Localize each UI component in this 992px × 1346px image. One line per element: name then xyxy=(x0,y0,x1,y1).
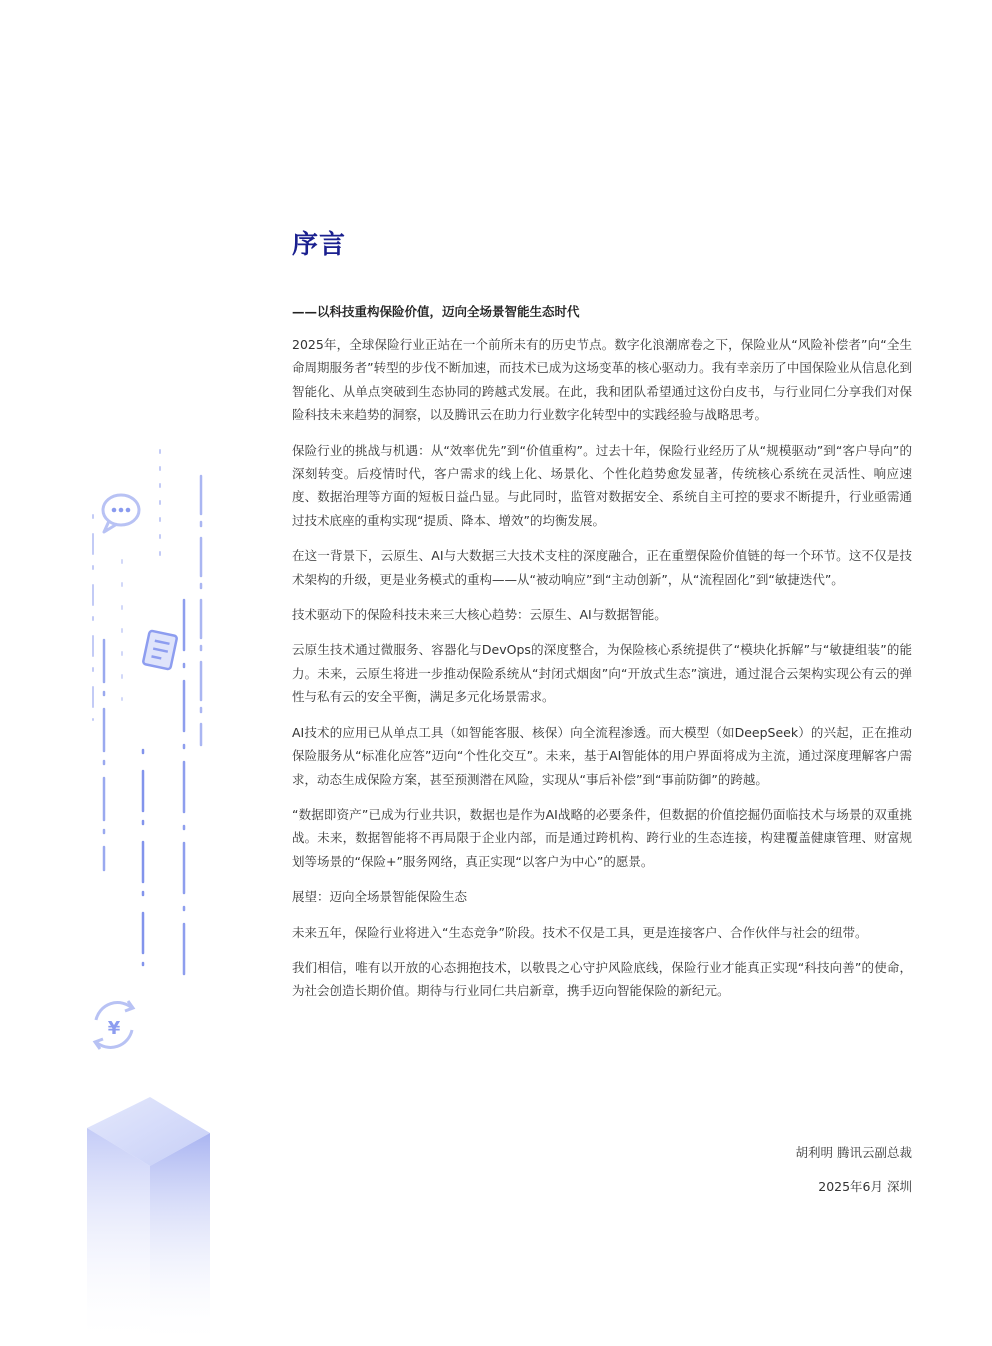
paragraph: “数据即资产”已成为行业共识，数据也是作为AI战略的必要条件，但数据的价值挖掘仍面临技术与场景的双重挑战。未来，数据智能将不再局限于企业内部，而是通过跨机构、跨行业的生态连接，构建覆盖健康管理、财富规划等场景的“保险+”服务网络，真正实现“以客户为中心”的愿景。 xyxy=(292,806,912,869)
paragraph: 我们相信，唯有以开放的心态拥抱技术，以敬畏之心守护风险底线，保险行业才能真正实现“科技向善”的使命，为社会创造长期价值。期待与行业同仁共启新章，携手迈向智能保险的新纪元。 xyxy=(292,959,912,999)
signature-name: 胡利明 腾讯云副总裁 xyxy=(795,1145,912,1160)
paragraph: 在这一背景下，云原生、AI与大数据三大技术支柱的深度融合，正在重塑保险价值链的每一个环节。这不仅是技术架构的升级，更是业务模式的重构——从“被动响应”到“主动创新”，从“流程固化”到“敏捷迭代”。 xyxy=(292,548,912,587)
body-text xyxy=(292,333,912,1015)
signature-date: 2025年6月 深圳 xyxy=(818,1179,912,1194)
page-title: 序言 xyxy=(292,230,347,260)
paragraph: 技术驱动下的保险科技未来三大核心趋势：云原生、AI与数据智能。 xyxy=(292,607,667,623)
id-card-icon xyxy=(143,630,177,669)
paragraph: 未来五年，保险行业将进入“生态竞争”阶段。技术不仅是工具，更是连接客户、合作伙伴与社会的纽带。 xyxy=(292,924,868,940)
paragraph: 保险行业的挑战与机遇：从“效率优先”到“价值重构”。过去十年，保险行业经历了从“规模驱动”到“客户导向”的深刻转变。后疫情时代，客户需求的线上化、场景化、个性化趋势愈发显著，传统核心系统在灵活性、响应速度、数据治理等方面的短板日益凸显。与此同时，监管对数据安全、系统自主可控的要求不断提升，行业亟需通过技术底座的重构实现“提质、降本、增效”的均衡发展。 xyxy=(292,442,912,528)
paragraph: 云原生技术通过微服务、容器化与DevOps的深度整合，为保险核心系统提供了“模块化拆解”与“敏捷组装”的能力。未来，云原生将进一步推动保险系统从“封闭式烟囱”向“开放式生态”演进，通过混合云架构实现公有云的弹性与私有云的安全平衡，满足多元化场景需求。 xyxy=(292,642,912,705)
decorative-illustration xyxy=(0,0,260,1346)
cube-illustration xyxy=(87,1097,210,1346)
paragraph: 2025年，全球保险行业正站在一个前所未有的历史节点。数字化浪潮席卷之下，保险业从“风险补偿者”向“全生命周期服务者”转型的步伐不断加速，而技术已成为这场变革的核心驱动力。我有幸亲历了中国保险业从信息化到智能化、从单点突破到生态协同的跨越式发展。在此，我和团队希望通过这份白皮书，与行业同仁分享我们对保险科技未来趋势的洞察，以及腾讯云在助力行业数字化转型中的实践经验与战略思考。 xyxy=(292,337,912,423)
yuan-exchange-icon xyxy=(95,1001,133,1049)
paragraph: AI技术的应用已从单点工具（如智能客服、核保）向全流程渗透。而大模型（如DeepSeek）的兴起，正在推动保险服务从“标准化应答”迈向“个性化交互”。未来，基于AI智能体的用户界面将成为主流，通过深度理解客户需求，动态生成保险方案，甚至预测潜在风险，实现从“事后补偿”到“事前防御”的跨越。 xyxy=(292,724,912,787)
paragraph: 展望：迈向全场景智能保险生态 xyxy=(292,889,468,905)
page-subtitle: ——以科技重构保险价值，迈向全场景智能生态时代 xyxy=(292,304,580,319)
svg-text:¥: ¥ xyxy=(107,1018,121,1039)
chat-bubble-icon xyxy=(103,495,139,532)
